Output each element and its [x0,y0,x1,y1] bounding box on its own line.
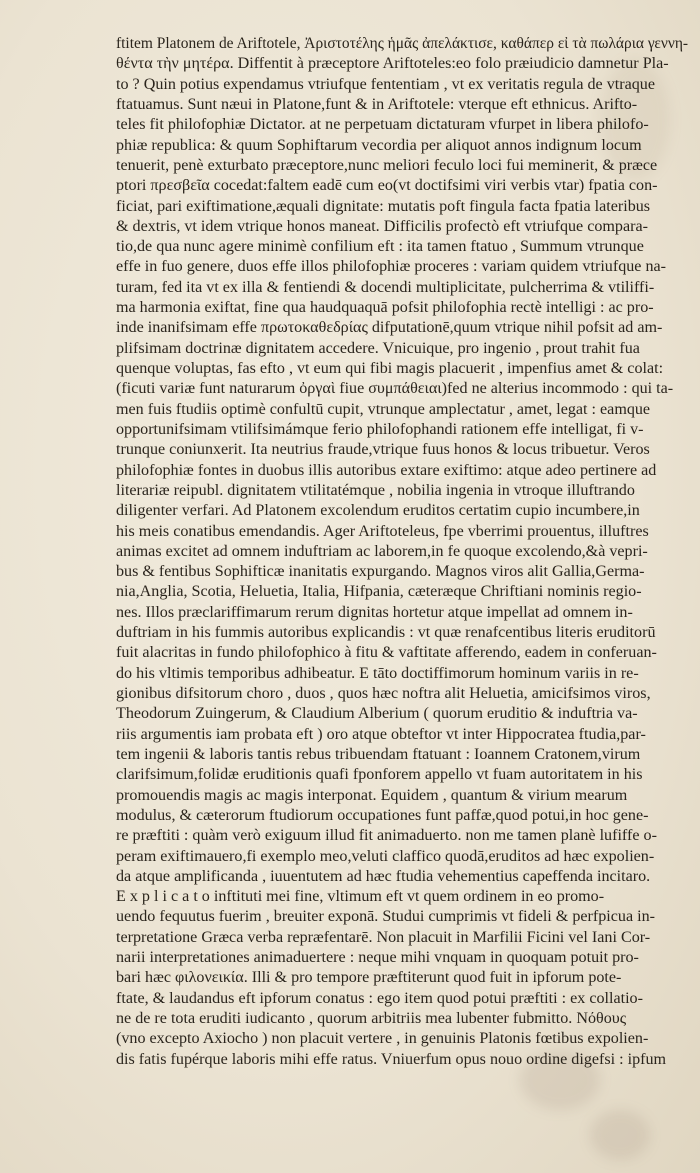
text-line: ne de re tota eruditi iudicanto , quorum arbitriis mea lubenter fubmitto. Νόθους [116,1010,627,1027]
text-line: clarifsimum,folidæ eruditionis quafi fponforem appello vt fuam autoritatem in his [116,766,643,784]
text-line: ftitem Platonem de Ariftotele, Ἀριστοτέλης ἡμᾶς ἀπελάκτισε, καθάπερ εἰ τὰ πωλάρια γεννη- [116,35,689,52]
text-line: duftriam in his fummis autoribus explicandis : vt quæ renafcentibus literis eruditorū [116,624,656,642]
text-line: peram exiftimauero,fi exemplo meo,veluti claffico quodā,eruditos ad hæc expolien- [116,847,655,865]
text-line: philofophiæ fontes in duobus illis autoribus extare exiftimo: atque adeo pertinere ad [116,461,657,479]
text-line: modulus, & cæterorum ftudiorum occupationes funt paffæ,quod potui,in hoc gene- [116,806,649,824]
text-line: uendo fequutus fuerim , breuiter exponā. Studui cumprimis vt fideli & perfpicua in- [116,908,656,926]
text-line: dis fatis fupérque laboris mihi effe ratus. Vniuerfum opus nouo ordine digefsi : ipfum [116,1050,667,1068]
text-line: his meis conatibus emendandis. Ager Ariftoteleus, fpe vberrimi prouentus, illuftres [116,522,649,540]
text-line: promouendis magis ac magis interponat. Equidem , quantum & virium mearum [116,786,628,804]
text-line: turam, fed ita vt ex illa & fentiendi & docendi multiplicitate, pulcherrima & vtiliffi- [116,278,655,296]
text-line: fuit alacritas in fundo philofophico à fitu & vaftitate afferendo, eadem in conferuan- [116,644,657,662]
text-line: ma harmonia exiftat, fine qua haudquaquā pofsit philofophia rectè intelligi : ac pro- [116,299,654,317]
text-line: quenque voluptas, fas efto , vt eum qui fibi magis placuerit , impenfius amet & colat: [116,360,664,377]
text-line: phiæ republica: & quum Sophiftarum vecordia per aliquot annos indignum locum [116,136,642,154]
text-line: opportunifsimam vtilifsimámque ferio philofophandi rationem effe intelligat, fi v- [116,420,644,438]
text-line: inde inanifsimam effe πρωτοκαθεδρίας difputationē,quum vtrique nihil pofsit ad am- [116,319,663,337]
text-line: diligenter verfari. Ad Platonem excolendum eruditos certatim cupio incumbere,in [116,502,640,520]
text-line: (ficuti variæ funt naturarum ὀργαὶ fiue συμπάθειαι)fed ne alterius incommodo : qui ta- [116,380,674,398]
text-line: effe in fuo genere, duos effe illos philofophiæ proceres : variam quidem vtriufque na- [116,258,667,276]
text-line: ftate, & laudandus eft ipforum conatus : ego item quod potui præftiti : ex collatio- [116,989,643,1007]
text-line: nia,Anglia, Scotia, Heluetia, Italia, Hifpania, cæteræque Chriftiani nominis regio- [116,583,642,601]
text-line: to ? Quin potius expendamus vtriufque fententiam , vt ex veritatis regula de vtraque [116,75,655,93]
text-line: men fuis ftudiis optimè confultū cupit, vtrunque amplectatur , amet, legat : eamque [116,400,651,418]
text-line: riis argumentis iam probata eft ) oro atque obteftor vt inter Hippocratea ftudia,par- [116,725,646,743]
text-line: ptori πρεσβεῖα cocedat:faltem eadē cum eo(vt doctifsimi viri verbis vtar) fpatia con- [116,177,658,195]
text-line: re præftiti : quàm verò exiguum illud fit animaduerto. non me tamen planè lufiffe o- [116,827,657,845]
text-line: bus & fentibus Sophifticæ inanitatis expurgando. Magnos viros alit Gallia,Germa- [116,563,645,581]
text-line: da atque amplificanda , iuuentutem ad hæc ftudia vehementius capeffenda incitaro. [116,867,651,885]
text-line: tem ingenii & laboris tantis rebus tribuendam ftatuant : Ioannem Cratonem,virum [116,745,641,763]
text-line: nes. Illos præclariffimarum rerum dignitas hortetur atque impellat ad omnem in- [116,603,633,621]
text-line: Theodorum Zuingerum, & Claudium Alberium ( quorum eruditio & induftria va- [116,705,638,723]
text-line: (vno excepto Axiocho ) non placuit vertere , in genuinis Platonis fœtibus expolien- [116,1030,649,1048]
text-line: tio,de qua nunc agere minimè confilium eft : ita tamen ftatuo , Summum vtrunque [116,238,644,256]
body-text [116,34,688,1070]
text-line: tenuerit, penè exturbato præceptore,nunc meliori feculo loci fui meminerit, & præce [116,156,658,174]
text-line: terpretatione Græca verba repræfentarē. Non placuit in Marfilii Ficini vel Iani Cor- [116,928,651,946]
text-line: literariæ reipubl. dignitatem vtilitatémque , nobilia ingenia in vtroque illuftrando [116,481,635,499]
text-line: animas excitet ad omnem induftriam ac laborem,in fe quoque excolendo,&à vepri- [116,542,648,560]
text-line: ficiat, pari exiftimatione,æquali dignitate: mutatis poft fingula facta fpatia lateribus [116,197,651,215]
text-line: trunque coniunxerit. Ita neutrius fraude,vtrique fuus honos & locus tribuetur. Veros [116,441,650,459]
text-line: E x p l i c a t o inftituti mei fine, vltimum eft vt quem ordinem in eo promo- [116,888,605,906]
text-line: narii interpretationes animaduertere : neque mihi vnquam in quoquam potuit pro- [116,949,639,967]
text-line: plifsimam doctrinæ dignitatem accedere. Vnicuique, pro ingenio , prout trahit fua [116,339,640,357]
text-line: teles fit philofophiæ Dictator. at ne perpetuam dictaturam vfurpet in libera philofo- [116,116,649,134]
text-line: do his vltimis temporibus adhibeatur. E tāto doctiffimorum hominum variis in re- [116,664,639,682]
text-line: & dextris, vt idem vtrique honos maneat. Difficilis profectò eft vtriufque compara- [116,217,648,235]
text-line: ftatuamus. Sunt næui in Platone,funt & in Ariftotele: vterque eft ethnicus. Arifto- [116,95,638,113]
text-line: θέντα τὴν μητέρα. Diffentit à præceptore Ariftoteles:eo folo præiudicio damnetur Pla- [116,55,669,73]
blank-bottom-margin [0,1060,700,1173]
text-line: bari hæc φιλονεικία. Illi & pro tempore præftiterunt quod fuit in ipforum pote- [116,969,622,987]
text-line: gionibus difsitorum choro , duos , quos hæc noftra alit Heluetia, amicifsimos viros, [116,685,651,702]
